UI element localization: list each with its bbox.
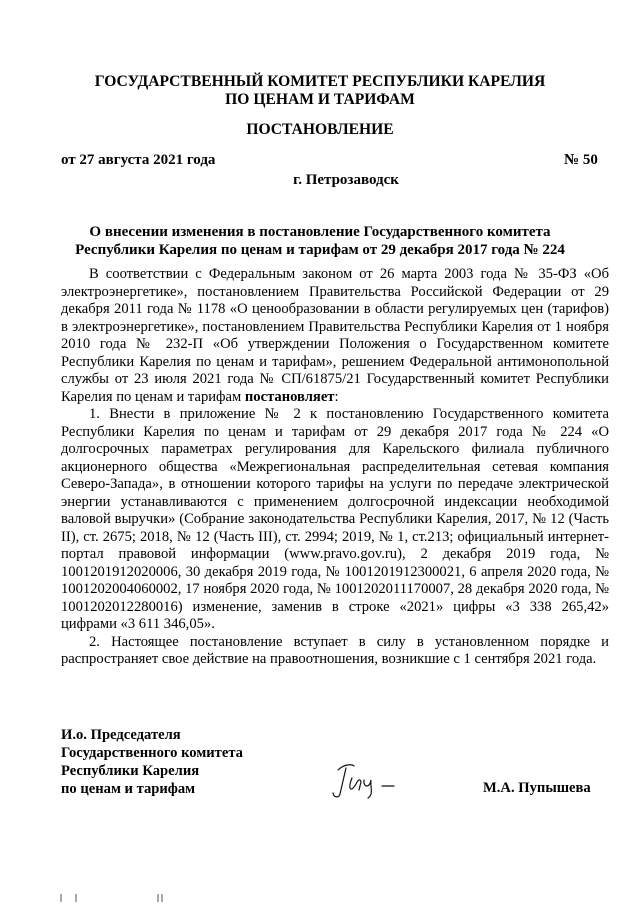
preamble-text: В соответствии с Федеральным законом от 26 марта 2003 года № 35-ФЗ «Об электроэнергетике», постановлением Правительства Российской Федерации от 29 декабря 2011 года № 1178 «О ценообразовании в области регулируемых цен (тарифов) в электроэнергетике», постановлением Правительства Республики Карелия от 1 ноября 2010 года № 232-П «Об утверждении Положения о Государственном комитете Республики Карелия по ценам и тарифам», решением Федеральной антимонопольной службы от 23 июля 2021 года № СП/61875/21 Государственный комитет Республики Карелия по ценам и тарифам bbox=[61, 266, 609, 405]
scan-marks bbox=[60, 893, 180, 903]
signatory-name: М.А. Пупышева bbox=[483, 780, 591, 796]
item-1-paragraph: 1. Внести в приложение № 2 к постановлению Государственного комитета Республики Карелия по ценам и тарифам от 29 декабря 2017 года № 224 «О долгосрочных параметрах регулирования для Карельского филиала публичного акционерного общества «Межрегиональная распределительная сетевая компания Северо-Запада», в отношении которого тарифы на услуги по передаче электрической энергии устанавливаются с применением долгосрочной индексации необходимой валовой выручки» (Собрание законодательства Республики Карелия, 2017, № 12 (Часть II), ст. 2675; 2018, № 12 (Часть III), ст. 2994; 2019, № 1, ст.213; официальный интернет-портал правовой информации (www.pravo.gov.ru), 2 декабря 2019 года, № 1001201912020006, 30 декабря 2019 года, № 1001201912300021, 6 апреля 2020 года, № 1001202004060002, 17 ноября 2020 года, № 1001202011170007, 28 декабря 2020 года, № 1001202012280016) изменение, заменив в строке «2021» цифры «3 338 265,42» цифрами «3 611 346,05». bbox=[61, 406, 609, 632]
subject-line1: О внесении изменения в постановление Государственного комитета bbox=[89, 224, 551, 240]
doc-date: от 27 августа 2021 года bbox=[61, 152, 216, 168]
signatory-line2: Государственного комитета bbox=[61, 745, 243, 761]
org-header bbox=[0, 73, 640, 109]
resolves-word: постановляет bbox=[244, 388, 335, 405]
org-name-line2: ПО ЦЕНАМ И ТАРИФАМ bbox=[225, 91, 415, 108]
doc-body bbox=[61, 266, 609, 669]
doc-number: № 50 bbox=[564, 152, 598, 168]
doc-city: г. Петрозаводск bbox=[293, 172, 399, 188]
handwritten-signature bbox=[330, 758, 410, 802]
item-2-paragraph: 2. Настоящее постановление вступает в силу в установленном порядке и распространяет свое действие на правоотношения, возникшие с 1 сентября 2021 года. bbox=[61, 633, 609, 667]
doc-subject bbox=[0, 223, 640, 259]
org-name-line1: ГОСУДАРСТВЕННЫЙ КОМИТЕТ РЕСПУБЛИКИ КАРЕЛИЯ bbox=[94, 73, 546, 90]
signatory-line3: Республики Карелия bbox=[61, 763, 200, 779]
subject-line2: Республики Карелия по ценам и тарифам от 29 декабря 2017 года № 224 bbox=[75, 242, 565, 258]
signatory-line4: по ценам и тарифам bbox=[61, 781, 196, 797]
signatory-block bbox=[61, 726, 243, 798]
resolves-colon: : bbox=[334, 388, 339, 405]
signatory-line1: И.о. Председателя bbox=[61, 727, 181, 743]
doc-type-title: ПОСТАНОВЛЕНИЕ bbox=[246, 121, 394, 138]
preamble-paragraph bbox=[61, 266, 609, 406]
